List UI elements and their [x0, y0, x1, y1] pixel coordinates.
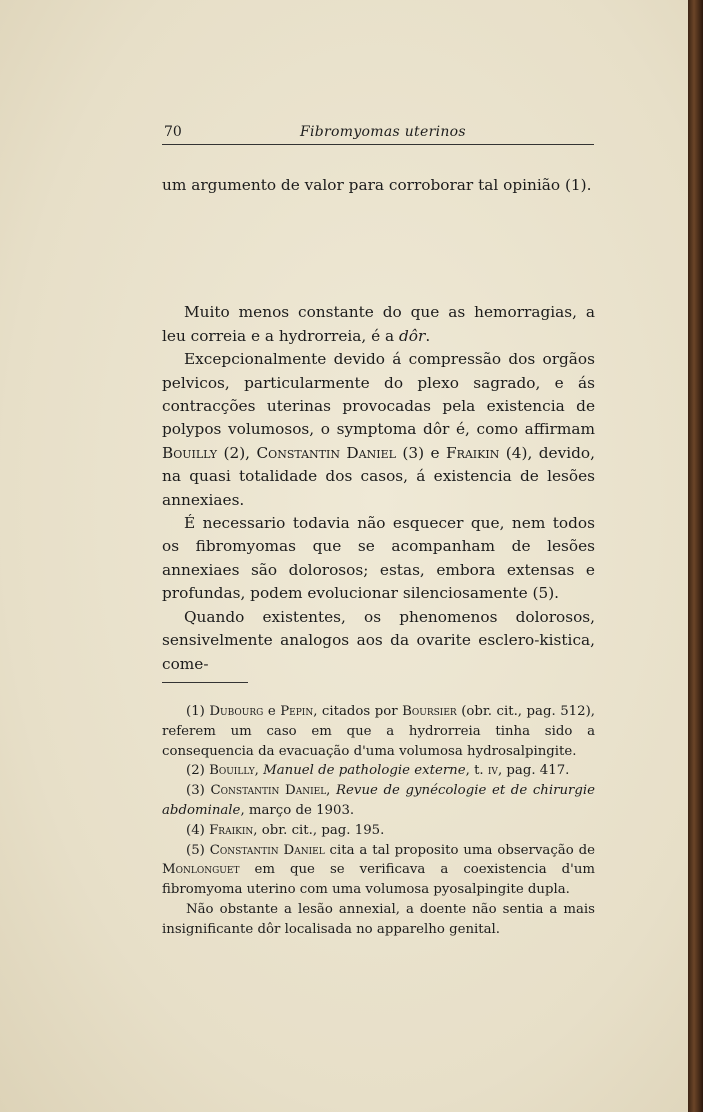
text-run: Muito menos constante do que as hemorragias, a leu correia e a hydrorreia, é a: [162, 303, 595, 345]
footnote-3: [162, 781, 595, 821]
text-run: (4), devido, na quasi totalidade dos casos, á existencia de lesões annexiaes.: [162, 443, 595, 509]
author-constantin-daniel: Constantin Daniel: [210, 783, 327, 799]
text-run: ,: [254, 763, 264, 779]
text-run: (4): [186, 822, 210, 838]
work-title: Manuel de pathologie externe: [263, 763, 466, 779]
text-run: .: [425, 326, 431, 345]
author-boursier: Boursier: [402, 704, 457, 719]
author-fraikin: Fraikin: [445, 443, 500, 462]
running-title: Fibromyomas uterinos: [300, 124, 466, 140]
text-run: , obr. cit., pag. 195.: [253, 822, 385, 838]
author-constantin-daniel: Constantin Daniel: [209, 842, 325, 858]
paragraph-quando: Quando existentes, os phenomenos dolorosos, sensivelmente analogos aos da ovarite esclero-kistica, come-: [162, 607, 595, 673]
text-run: em que se verificava a coexistencia d'um fibromyoma uterino com uma volumosa pyosalpingite dupla.: [162, 862, 595, 898]
paragraph-continuation: um argumento de valor para corroborar tal opinião (1).: [162, 176, 592, 194]
text-run: , citados por: [313, 704, 403, 719]
footnote-4: [162, 821, 595, 841]
text-run: , março de 1903.: [240, 802, 355, 818]
text-run: (2),: [217, 443, 257, 462]
author-bouilly: Bouilly: [209, 763, 255, 779]
text-run: (obr. cit., pag. 512), referem um caso em que a hydrorreia tinha sido a consequencia da evacuação d'uma volumosa hydrosalpingite.: [162, 704, 596, 759]
text-run: (3): [186, 783, 211, 799]
author-dubourg: Dubourg: [209, 704, 264, 719]
paragraph-necessario: É necessario todavia não esquecer que, nem todos os fibromyomas que se acompanham de lesões annexiaes são dolorosos; estas, embora extensas e profundas, podem evolucionar silenciosamente (5).: [162, 514, 595, 603]
volume-number: iv: [487, 763, 498, 779]
book-edge: [688, 0, 703, 1112]
author-bouilly: Bouilly: [162, 443, 218, 462]
text-run: (5): [186, 842, 210, 858]
footnote-1: [162, 702, 595, 761]
text-run: , pag. 417.: [497, 763, 570, 779]
author-fraikin: Fraikin: [209, 822, 254, 838]
footnotes: [162, 702, 595, 940]
text-run: Excepcionalmente devido á compressão dos orgãos pelvicos, particularmente do plexo sagrado, e ás contracções uterinas provocadas pela existencia de polypos volumosos, o symptoma dôr é, como affirmam: [162, 350, 595, 439]
text-run: cita a tal proposito uma observação de: [324, 842, 595, 858]
running-header: [162, 122, 594, 145]
text-run: , t.: [465, 763, 488, 779]
text-run: (2): [186, 763, 210, 779]
main-text: [162, 174, 595, 676]
text-run: (1): [186, 704, 210, 719]
footnote-5: [162, 841, 595, 900]
footnote-5-continuation: Não obstante a lesão annexial, a doente não sentia a mais insignificante dôr localisada no apparelho genital.: [162, 901, 595, 937]
footnote-2: [162, 761, 595, 781]
work-title: Revue de gynécologie et de chirurgie abdominale: [162, 783, 595, 818]
blank-space: [162, 197, 595, 301]
footnote-rule: [162, 682, 248, 683]
text-run: e: [263, 704, 281, 719]
author-constantin-daniel: Constantin Daniel: [256, 443, 396, 462]
text-run: ,: [326, 783, 337, 799]
author-monlonguet: Monlonguet: [162, 862, 240, 878]
paragraph-excepcionalmente: [162, 348, 595, 512]
emphasis-dor: dôr: [399, 326, 426, 345]
page-number: 70: [164, 124, 182, 140]
text-run: (3) e: [395, 443, 446, 462]
author-pepin: Pepin: [280, 704, 314, 719]
paragraph-dor: [162, 301, 595, 348]
